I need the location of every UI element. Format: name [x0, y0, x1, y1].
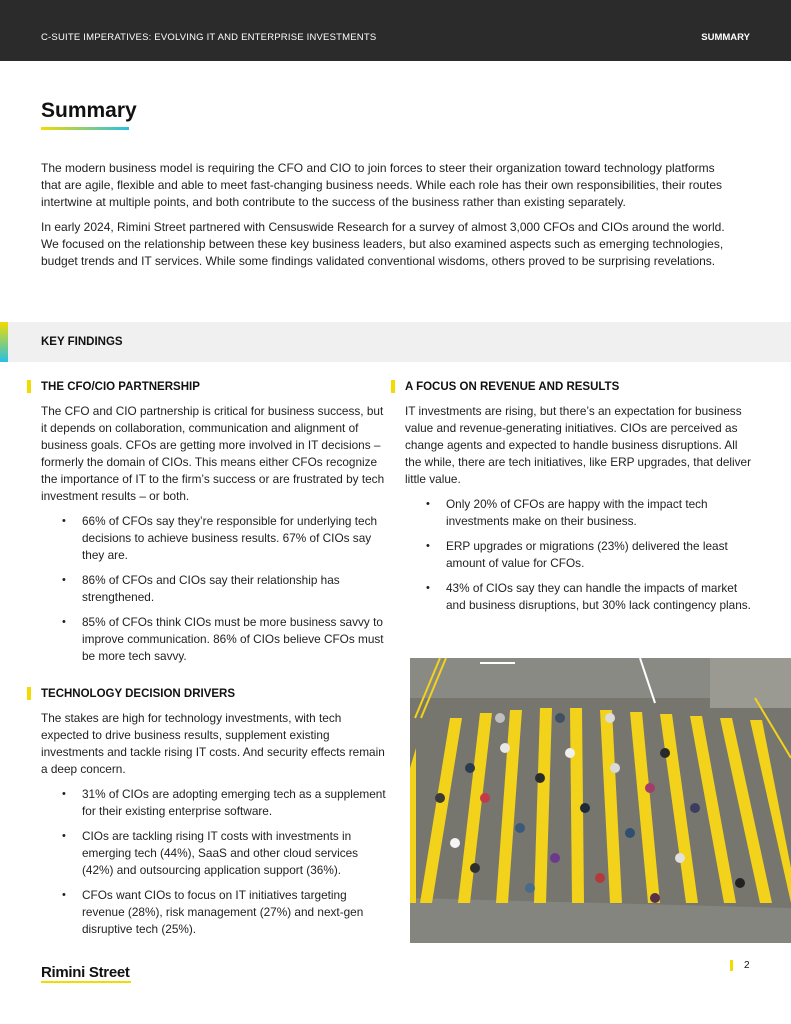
intro-paragraph: The modern business model is requiring the CFO and CIO to join forces to steer their organization toward technology platforms that are agile, flexible and able to meet fast-changing business needs. While each role has their own responsibilities, their routes intertwine at multiple points, and both contribute to the success of the business rather than existing separately. [41, 161, 723, 209]
section-heading: A FOCUS ON REVENUE AND RESULTS [405, 380, 751, 394]
section-partnership [41, 380, 387, 673]
heading-accent-bar [27, 687, 31, 700]
key-findings-band [0, 322, 791, 362]
list-item: • Only 20% of CFOs are happy with the impact tech investments make on their business. [446, 496, 751, 530]
section-revenue [405, 380, 751, 622]
section-drivers [41, 687, 387, 946]
page-number-accent [730, 960, 733, 971]
page-number: 2 [744, 960, 750, 971]
section-heading: TECHNOLOGY DECISION DRIVERS [41, 687, 387, 701]
heading-accent-bar [391, 380, 395, 393]
heading-accent-bar [27, 380, 31, 393]
crosswalk-photo [410, 658, 791, 943]
bullet-list [41, 786, 387, 938]
section-body: The CFO and CIO partnership is critical for business success, but it depends on collaboration, communication and alignment of business goals. CFOs are getting more involved in IT decisions – formerly the domain of CIOs. This means either CFOs recognize the importance of IT to the firm’s success or are frustrated by tech investment results – or both. [41, 404, 385, 503]
logo-underline [41, 981, 131, 983]
list-item: • 66% of CFOs say they’re responsible for underlying tech decisions to achieve business results. 67% of CIOs say they are. [82, 513, 387, 564]
section-label: SUMMARY [701, 32, 750, 43]
section-body: The stakes are high for technology investments, with tech expected to drive business results, supplement existing investments and tackle rising IT costs. And security effects remain a deep concern. [41, 711, 385, 776]
intro-paragraph: In early 2024, Rimini Street partnered with Censuswide Research for a survey of almost 3,000 CFOs and CIOs around the world. We focused on the relationship between these key business leaders, but also examined aspects such as emerging technologies, budget trends and IT services. While some findings validated conventional wisdoms, others proved to be surprising revelations. [41, 220, 725, 268]
band-accent [0, 322, 8, 362]
document-title: C-SUITE IMPERATIVES: EVOLVING IT AND ENTERPRISE INVESTMENTS [41, 32, 377, 43]
section-body: IT investments are rising, but there’s an expectation for business value and revenue-generating initiatives. CIOs are perceived as change agents and expected to handle business disruptions. All the while, there are tech initiatives, like ERP upgrades, that deliver little value. [405, 404, 752, 486]
list-item: • CIOs are tackling rising IT costs with investments in emerging tech (44%), SaaS and other cloud services (42%) and outsourcing application support (36%). [82, 828, 387, 879]
list-item: • ERP upgrades or migrations (23%) delivered the least amount of value for CFOs. [446, 538, 751, 572]
page-title: Summary [41, 99, 137, 122]
list-item: • 43% of CIOs say they can handle the impacts of market and business disruptions, but 30% lack contingency plans. [446, 580, 751, 614]
key-findings-label: KEY FINDINGS [41, 336, 123, 348]
bullet-list [41, 513, 387, 665]
page-header [0, 0, 791, 61]
intro-text [41, 160, 731, 278]
list-item: • 85% of CFOs think CIOs must be more business savvy to improve communication. 86% of CIOs believe CFOs must be more tech savvy. [82, 614, 387, 665]
crosswalk-illustration [410, 658, 791, 943]
company-logo: Rimini Street [41, 964, 130, 981]
title-underline [41, 127, 129, 130]
section-heading: THE CFO/CIO PARTNERSHIP [41, 380, 387, 394]
list-item: • 31% of CIOs are adopting emerging tech as a supplement for their existing enterprise software. [82, 786, 387, 820]
list-item: • CFOs want CIOs to focus on IT initiatives targeting revenue (28%), risk management (27%) and next-gen disruptive tech (25%). [82, 887, 387, 938]
list-item: • 86% of CFOs and CIOs say their relationship has strengthened. [82, 572, 387, 606]
bullet-list [405, 496, 751, 614]
